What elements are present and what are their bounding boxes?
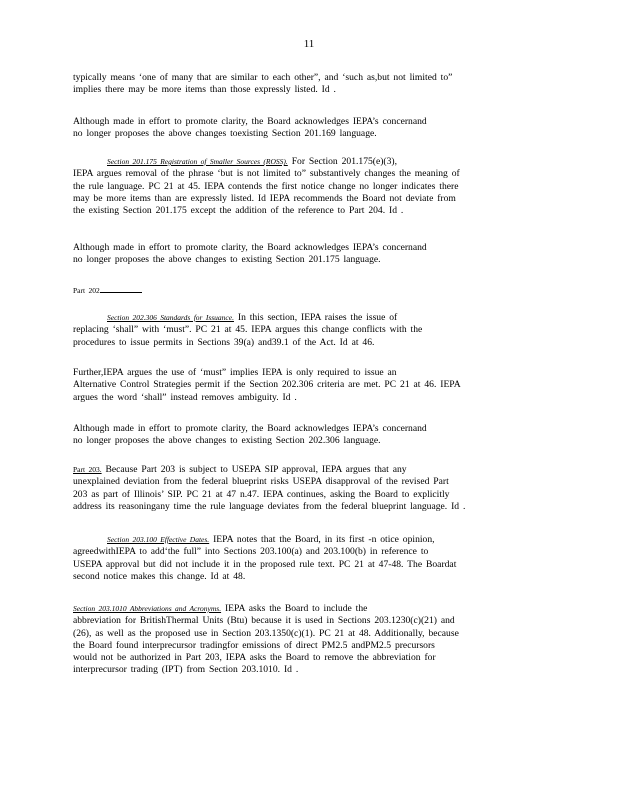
paragraph — [73, 367, 533, 404]
text-line: may be more items than are expressly listed. Id IEPA recommends the Board not deviate from — [73, 192, 456, 204]
text-line: would not be authorized in Part 203, IEPA asks the Board to remove the abbreviation for — [73, 652, 436, 664]
text-line: no longer proposes the above changes toexisting Section 201.169 language. — [73, 128, 377, 140]
text-line — [73, 603, 533, 615]
text-run: IEPA asks the Board to include the — [224, 603, 368, 614]
text-line — [73, 534, 533, 546]
text-run: IEPA notes that the Board, in its first -n otice opinion, — [213, 534, 435, 545]
text-line: Alternative Control Strategies permit if the Section 202.306 criteria are met. PC 21 at 46. IEPA — [73, 379, 461, 391]
paragraph — [73, 464, 533, 513]
text-line: 203 as part of Illinois’ SIP. PC 21 at 47 n.47. IEPA continues, asking the Board to explicitly — [73, 488, 450, 500]
text-line: USEPA approval but did not include it in the proposed rule text. PC 21 at 47-48. The Boardat — [73, 558, 457, 570]
part-heading: Part 203. — [73, 465, 102, 474]
text-line: abbreviation for BritishThermal Units (Btu) because it is used in Sections 203.1230(c)(21) and — [73, 615, 455, 627]
text-line: Although made in effort to promote clarity, the Board acknowledges IEPA’s concernand — [73, 116, 427, 127]
text-line: the Board found interprecursor tradingfor emissions of direct PM2.5 andPM2.5 precursors — [73, 639, 435, 651]
text-line — [73, 284, 533, 297]
text-line: argues the word ‘shall” instead removes ambiguity. Id . — [73, 391, 297, 403]
text-line: IEPA argues removal of the phrase ‘but is not limited to” substantively changes the meaning of — [73, 168, 460, 180]
text-line: implies there may be more items than those expressly listed. Id . — [73, 84, 336, 96]
text-line: no longer proposes the above changes to existing Section 201.175 language. — [73, 254, 381, 266]
text-line: Although made in effort to promote clarity, the Board acknowledges IEPA’s concernand — [73, 423, 427, 434]
text-line: the existing Section 201.175 except the addition of the reference to Part 204. Id . — [73, 205, 404, 217]
text-line: agreedwithIEPA to add‘the full” into Sections 203.100(a) and 203.100(b) in reference to — [73, 546, 429, 558]
text-line: address its reasoningany time the rule language deviates from the federal blueprint language. Id . — [73, 500, 466, 512]
paragraph — [73, 423, 533, 448]
text-run: In this section, IEPA raises the issue of — [237, 312, 398, 323]
text-run: Because Part 203 is subject to USEPA SIP approval, IEPA argues that any — [105, 464, 407, 475]
text-line: Although made in effort to promote clarity, the Board acknowledges IEPA’s concernand — [73, 242, 427, 253]
text-line: Further,IEPA argues the use of ‘must” implies IEPA is only required to issue an — [73, 367, 397, 378]
text-line: typically means ‘one of many that are similar to each other”, and ‘such as,but not limited to” — [73, 72, 453, 83]
paragraph — [73, 156, 533, 217]
section-heading: Section 202.306 Standards for Issuance. — [107, 313, 234, 322]
paragraph — [73, 242, 533, 267]
paragraph — [73, 284, 533, 297]
text-run: For Section 201.175(e)(3), — [291, 156, 398, 167]
text-line: second notice makes this change. Id at 48. — [73, 570, 246, 582]
paragraph — [73, 116, 533, 141]
section-heading: Section 203.100 Effective Dates. — [107, 535, 210, 544]
text-line: procedures to issue permits in Sections 39(a) and39.1 of the Act. Id at 46. — [73, 336, 375, 348]
text-line: the rule language. PC 21 at 45. IEPA contends the first notice change no longer indicates there — [73, 180, 459, 192]
page-number: 11 — [303, 38, 315, 50]
part-heading: Part 202 — [73, 286, 100, 295]
text-line: replacing ‘shall” with ‘must”. PC 21 at 45. IEPA argues this change conflicts with the — [73, 324, 423, 336]
paragraph — [73, 72, 533, 97]
text-line: no longer proposes the above changes to existing Section 202.306 language. — [73, 435, 381, 447]
text-line: unexplained deviation from the federal blueprint risks USEPA disapproval of the revised Part — [73, 476, 449, 488]
text-line — [73, 156, 533, 168]
section-heading: Section 201.175 Registration of Smaller Sources (ROSS). — [107, 157, 288, 166]
text-line: (26), as well as the proposed use in Section 203.1350(c)(1). PC 21 at 48. Additionally, because — [73, 627, 459, 639]
paragraph — [73, 534, 533, 583]
paragraph — [73, 312, 533, 349]
section-heading: Section 203.1010 Abbreviations and Acronyms. — [73, 604, 222, 613]
text-line — [73, 312, 533, 324]
text-line — [73, 464, 533, 476]
paragraph — [73, 603, 533, 677]
text-line: interprecursor trading (IPT) from Section 203.1010. Id . — [73, 664, 299, 676]
